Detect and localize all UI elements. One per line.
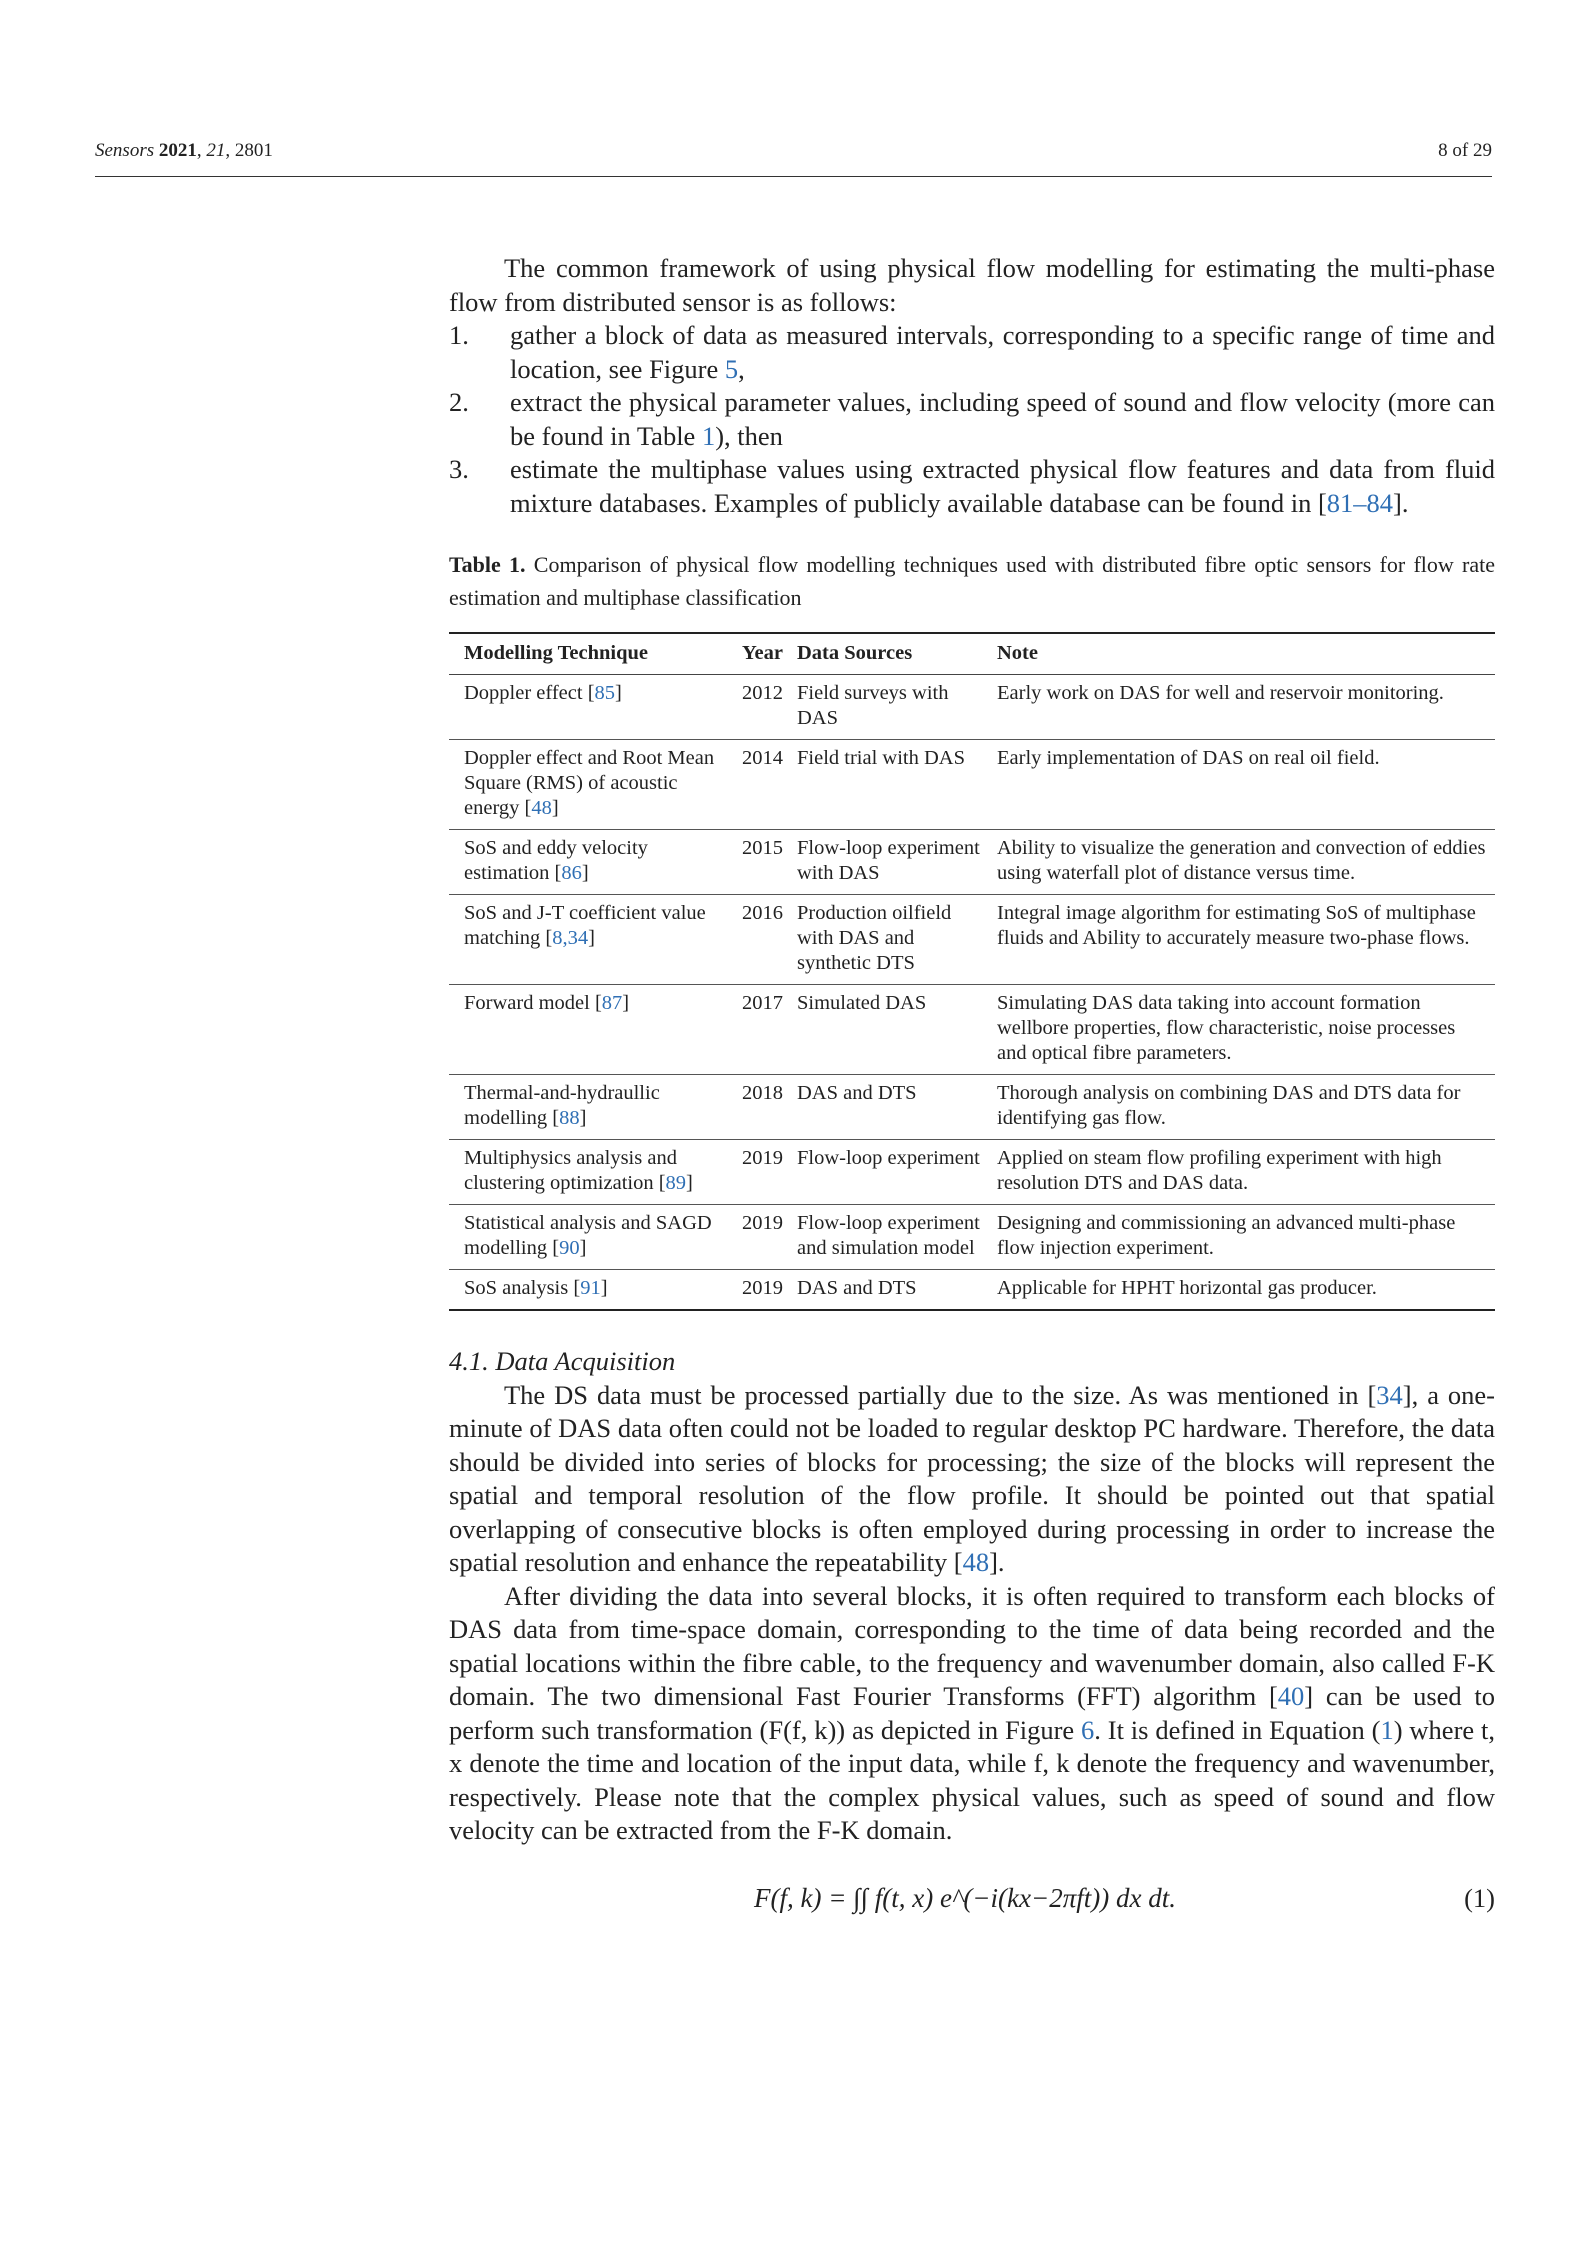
column-header: Modelling Technique	[464, 642, 648, 664]
source-cell: DAS and DTS	[797, 1277, 917, 1299]
journal-name: Sensors	[95, 140, 155, 161]
table-link[interactable]: 1	[701, 420, 716, 451]
technique-cell: Statistical analysis and SAGD modelling [90]	[464, 1212, 712, 1259]
source-cell: Flow-loop experiment with DAS	[797, 837, 980, 884]
step-number: 2.	[449, 387, 469, 417]
note-cell: Ability to visualize the generation and convection of eddies using waterfall plot of distance versus time.	[997, 837, 1486, 884]
reference-link[interactable]: 8,34	[552, 927, 589, 949]
note-cell: Early work on DAS for well and reservoir monitoring.	[997, 682, 1444, 704]
equation-number: (1)	[1464, 1882, 1495, 1913]
technique-cell: SoS and eddy velocity estimation [86]	[464, 837, 648, 884]
page-header	[95, 136, 1492, 177]
technique-cell: SoS analysis [91]	[464, 1277, 608, 1299]
year-cell: 2012	[742, 682, 783, 704]
reference-link[interactable]: 91	[580, 1277, 601, 1299]
year-cell: 2019	[742, 1212, 783, 1234]
reference-link[interactable]: 85	[594, 682, 616, 704]
equation-block	[449, 1862, 1495, 1932]
figure-link[interactable]: 5	[724, 353, 739, 384]
equation-link[interactable]: 1	[1380, 1714, 1394, 1745]
table-row	[449, 740, 1495, 830]
intro-paragraph: The common framework of using physical flow modelling for estimating the multi-phase flow from distributed sensor is as follows:	[449, 253, 1495, 317]
table-row	[449, 1140, 1495, 1205]
reference-link[interactable]: 87	[601, 992, 623, 1014]
note-cell: Simulating DAS data taking into account formation wellbore properties, flow characteristic, noise processes and optical fibre parameters.	[997, 992, 1456, 1064]
column-header: Year	[742, 642, 783, 664]
note-cell: Thorough analysis on combining DAS and DTS data for identifying gas flow.	[997, 1082, 1461, 1129]
table-row	[449, 675, 1495, 740]
column-header: Data Sources	[797, 642, 913, 664]
body-paragraph: The DS data must be processed partially due to the size. As was mentioned in [34], a one-minute of DAS data often could not be loaded to regular desktop PC hardware. Therefore, the data should be divided into series of blocks for processing; the size of the blocks will represent the spatial and temporal resolution of the flow profile. It should be pointed out that spatial overlapping of consecutive blocks is often employed during processing in order to increase the spatial resolution and enhance the repeatability [48].	[449, 1379, 1495, 1577]
step-item: 2. extract the physical parameter values, including speed of sound and flow velocity (more can be found in Table 1), then	[449, 387, 1495, 451]
table-label: Table 1.	[449, 552, 526, 577]
source-cell: Flow-loop experiment	[797, 1147, 980, 1169]
fourier-equation: F(f, k) = ∫∫ f(t, x) e^(−i(kx−2πft)) dx dt.	[754, 1882, 1176, 1913]
reference-link[interactable]: 40	[1277, 1681, 1305, 1711]
main-content	[449, 252, 1495, 1932]
year-cell: 2018	[742, 1082, 783, 1104]
body-paragraph: After dividing the data into several blocks, it is often required to transform each blocks of DAS data from time-space domain, corresponding to the time of data being recorded and the spatial locations within the fibre cable, to the frequency and wavenumber domain, also called F-K domain. The two dimensional Fast Fourier Transforms (FFT) algorithm [40] can be used to perform such transformation (F(f, k)) as depicted in Figure 6. It is defined in Equation (1) where t, x denote the time and location of the input data, while f, k denote the frequency and wavenumber, respectively. Please note that the complex physical values, such as speed of sound and flow velocity can be extracted from the F-K domain.	[449, 1580, 1495, 1845]
reference-link[interactable]: 86	[561, 862, 582, 884]
year-cell: 2019	[742, 1277, 783, 1299]
journal-year: 2021	[158, 140, 197, 161]
table-row	[449, 1205, 1495, 1270]
year-cell: 2014	[742, 747, 783, 769]
journal-volume: 21	[206, 140, 226, 161]
table-row	[449, 1270, 1495, 1311]
citation: Sensors 2021, 21, 2801	[95, 140, 273, 161]
source-cell: Production oilfield with DAS and synthetic DTS	[797, 902, 952, 974]
column-header: Note	[997, 642, 1038, 664]
framework-steps	[449, 319, 1495, 520]
step-item: 3. estimate the multiphase values using extracted physical flow features and data from fluid mixture databases. Examples of publicly available database can be found in [81–84].	[449, 454, 1495, 518]
step-number: 3.	[449, 454, 469, 484]
reference-link[interactable]: 90	[559, 1237, 580, 1259]
table-row	[449, 985, 1495, 1075]
article-number: 2801	[234, 140, 273, 161]
note-cell: Designing and commissioning an advanced multi-phase flow injection experiment.	[997, 1212, 1456, 1259]
year-cell: 2016	[742, 902, 783, 924]
table-row	[449, 830, 1495, 895]
note-cell: Applied on steam flow profiling experiment with high resolution DTS and DAS data.	[997, 1147, 1442, 1194]
year-cell: 2015	[742, 837, 783, 859]
comparison-table	[449, 632, 1495, 1311]
reference-link[interactable]: 89	[665, 1172, 687, 1194]
reference-link[interactable]: 48	[962, 1547, 990, 1577]
table-row	[449, 1075, 1495, 1140]
reference-link[interactable]: 48	[531, 797, 552, 819]
technique-cell: Multiphysics analysis and clustering optimization [89]	[464, 1147, 693, 1194]
source-cell: Flow-loop experiment and simulation model	[797, 1212, 980, 1259]
technique-cell: Thermal-and-hydraullic modelling [88]	[464, 1082, 660, 1129]
reference-link[interactable]: 81–84	[1326, 487, 1394, 518]
note-cell: Integral image algorithm for estimating SoS of multiphase fluids and Ability to accurately measure two-phase flows.	[997, 902, 1476, 949]
step-item: 1. gather a block of data as measured intervals, corresponding to a specific range of time and location, see Figure 5,	[449, 320, 1495, 384]
year-cell: 2019	[742, 1147, 783, 1169]
table-row	[449, 895, 1495, 985]
table-header-row	[449, 633, 1495, 675]
note-cell: Applicable for HPHT horizontal gas producer.	[997, 1277, 1377, 1299]
year-cell: 2017	[742, 992, 783, 1014]
page-number: 8 of 29	[1438, 140, 1492, 161]
source-cell: Field trial with DAS	[797, 747, 965, 769]
source-cell: DAS and DTS	[797, 1082, 917, 1104]
step-number: 1.	[449, 320, 469, 350]
technique-cell: Forward model [87]	[464, 992, 630, 1014]
technique-cell: Doppler effect and Root Mean Square (RMS) of acoustic energy [48]	[464, 747, 715, 819]
technique-cell: Doppler effect [85]	[464, 682, 622, 704]
reference-link[interactable]: 88	[559, 1107, 580, 1129]
source-cell: Field surveys with DAS	[797, 682, 949, 729]
technique-cell: SoS and J-T coefficient value matching [8,34]	[464, 902, 706, 949]
source-cell: Simulated DAS	[797, 992, 927, 1014]
note-cell: Early implementation of DAS on real oil field.	[997, 747, 1380, 769]
figure-link[interactable]: 6	[1081, 1714, 1095, 1745]
section-heading: 4.1. Data Acquisition	[449, 1346, 676, 1376]
reference-link[interactable]: 34	[1376, 1379, 1403, 1410]
table-caption: Table 1. Comparison of physical flow modelling techniques used with distributed fibre optic sensors for flow rate estimation and multiphase classification	[449, 552, 1495, 610]
